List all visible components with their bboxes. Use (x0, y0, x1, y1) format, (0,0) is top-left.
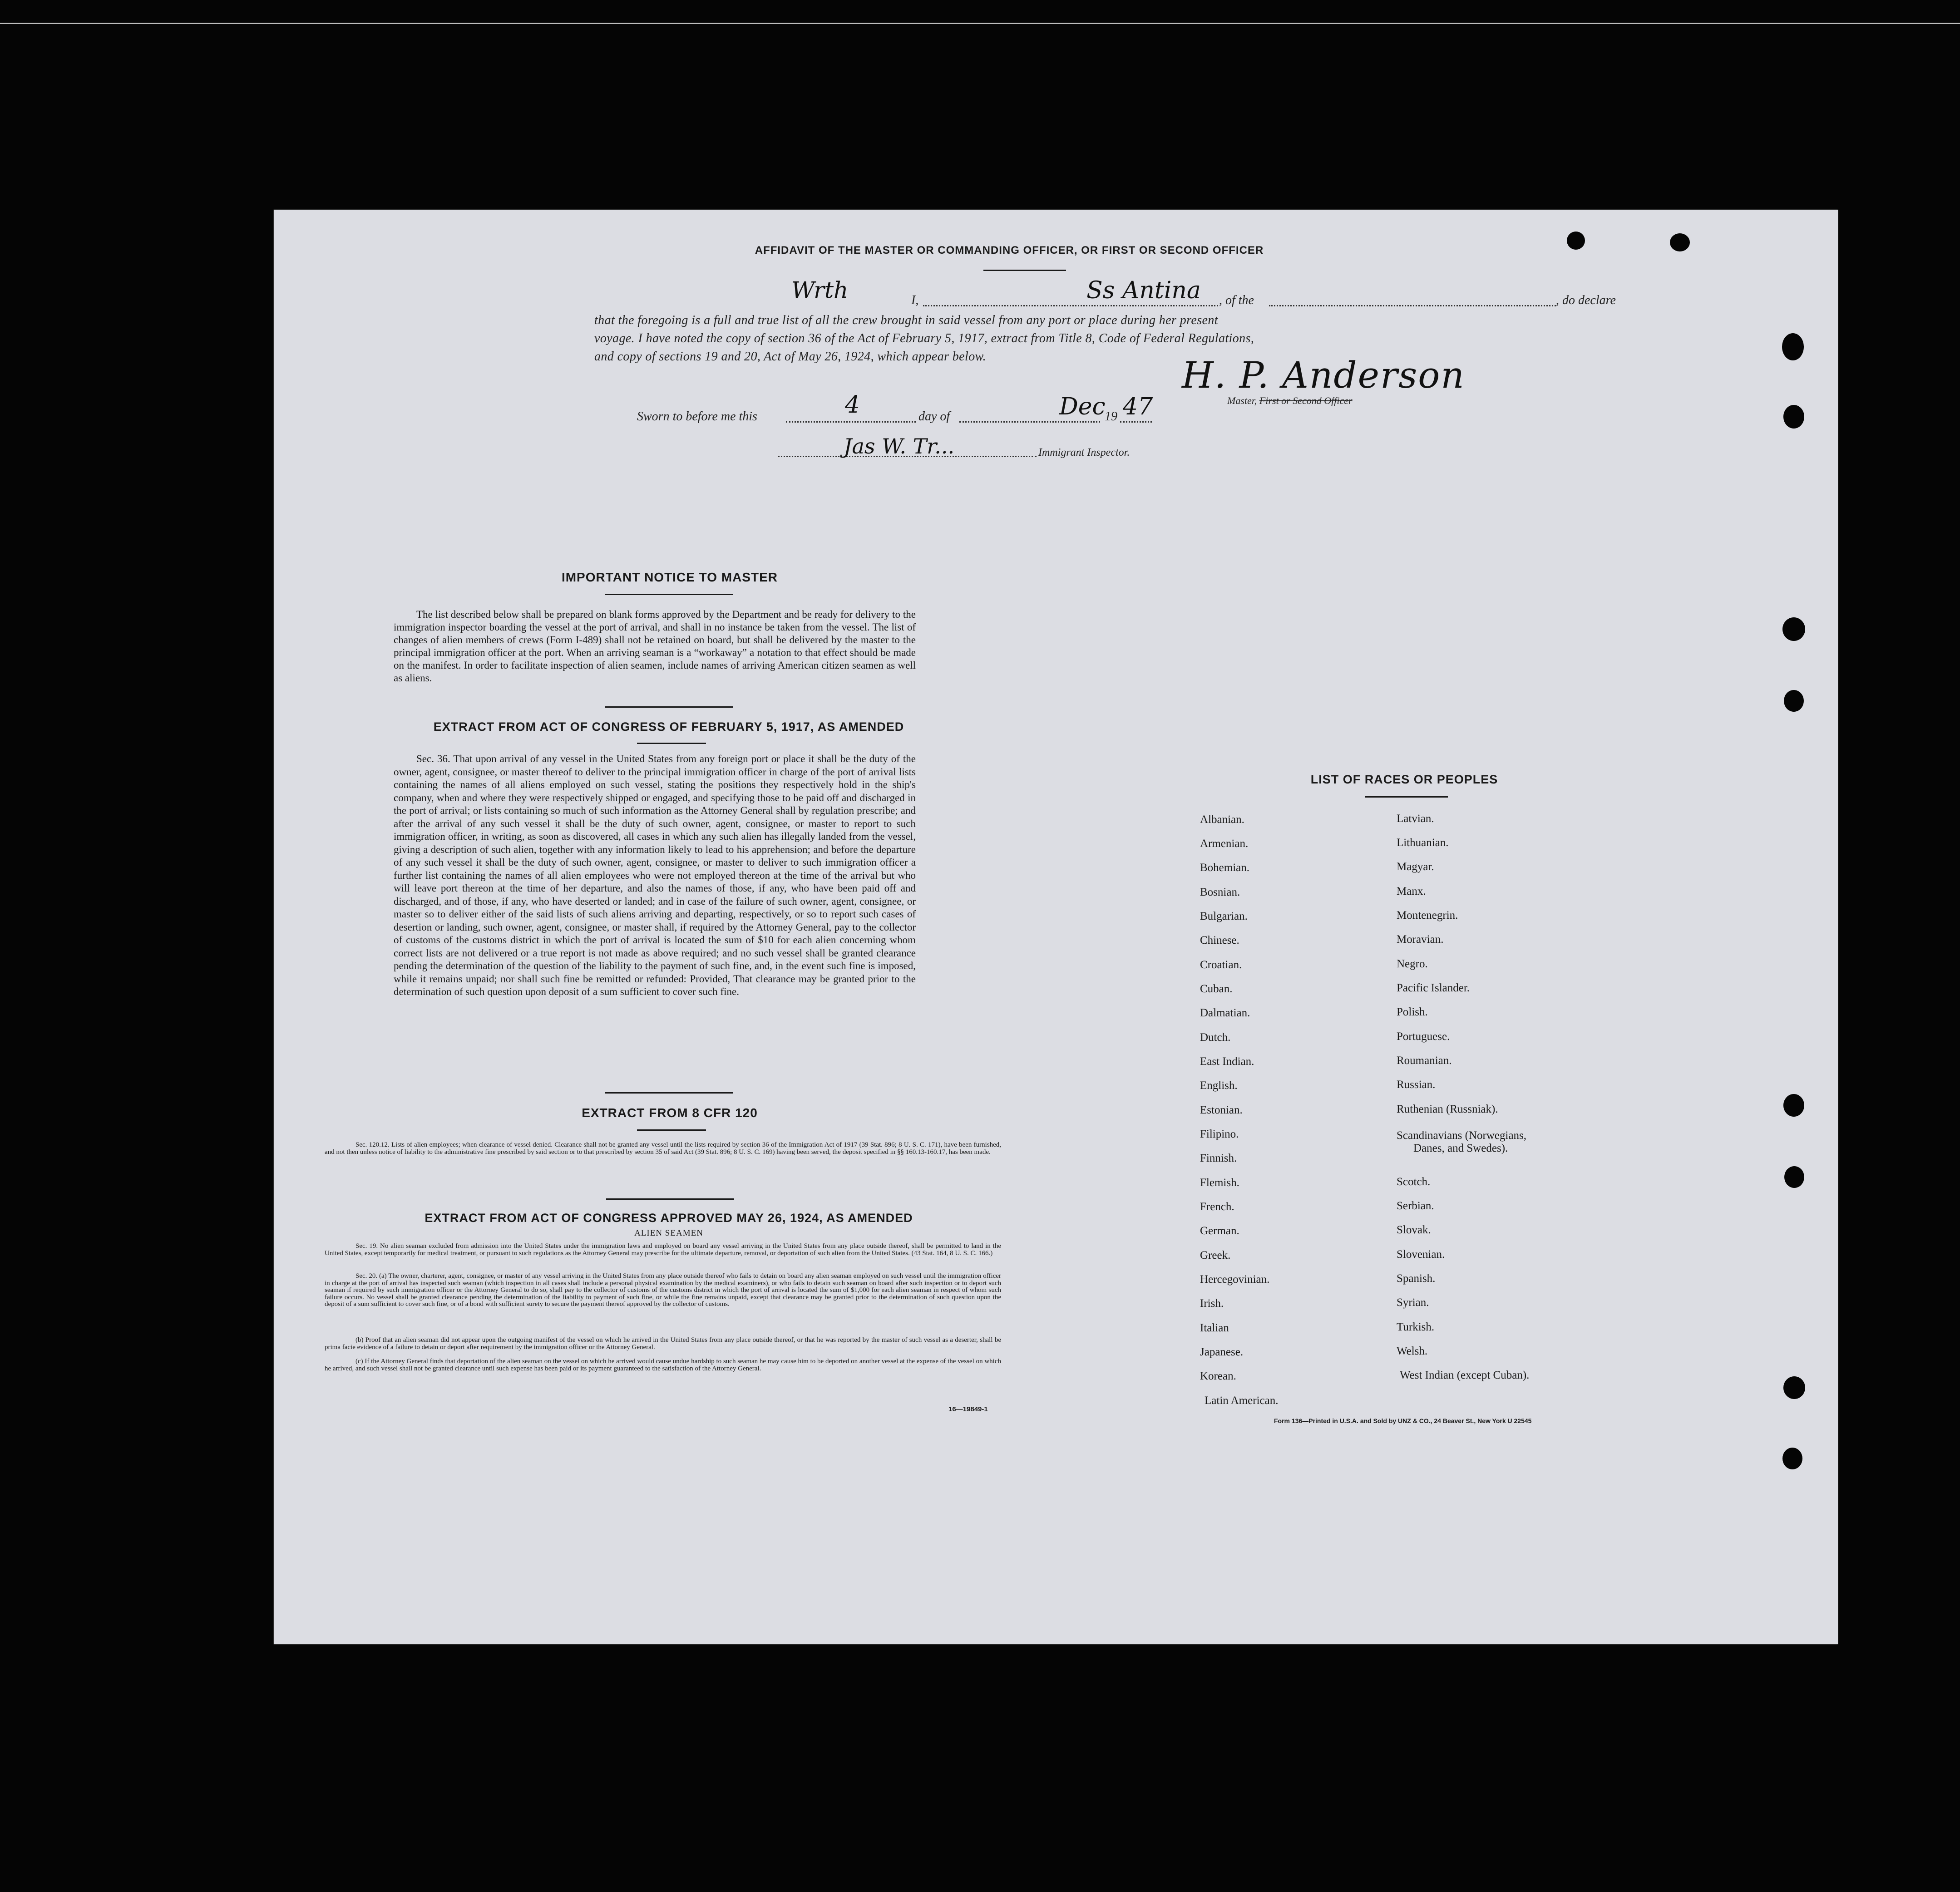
sworn-year-line (1120, 421, 1152, 423)
affidavit-title: AFFIDAVIT OF THE MASTER OR COMMANDING OFFICER, OR FIRST OR SECOND OFFICER (755, 244, 1264, 256)
extract-1924-sec20b: (b) Proof that an alien seaman did not appear upon the outgoing manifest of the vessel on which he arrived in the United States from any place outside thereof, or that he was reported by the master of such vessel as a deserter, shall be prima facie evidence of a failure to detain or deport after requirement by the immigration officer or the Attorney General. (325, 1336, 1001, 1351)
inspector-label: Immigrant Inspector. (1038, 447, 1130, 458)
race-item: Roumanian. (1397, 1054, 1452, 1067)
race-item: Latin American. (1205, 1394, 1279, 1407)
cfr-title: EXTRACT FROM 8 CFR 120 (582, 1106, 758, 1120)
extract-1924-sec19: Sec. 19. No alien seaman excluded from admission into the United States under the immigration laws and employed on board any vessel arriving in the United States from any place outside thereof, shall be permitted to land in the United States, except temporarily for medical treatment, or pursuant to such regulations as the Attorney General may prescribe for the ultimate departure, removal, or deportation of such alien from the United States. (43 Stat. 164, 8 U. S. C. 166.) (325, 1242, 1001, 1257)
extract-1917-end-rule (605, 1092, 733, 1094)
inspector-signature: Jas W. Tr... (844, 434, 955, 458)
race-item: West Indian (except Cuban). (1400, 1369, 1530, 1381)
race-item: Montenegrin. (1397, 909, 1458, 921)
sworn-line (637, 409, 1454, 426)
punch-hole (1782, 1448, 1802, 1469)
race-item: Cuban. (1200, 983, 1233, 995)
master-signature: H. P. Anderson (1182, 354, 1465, 396)
race-item: Welsh. (1397, 1345, 1428, 1357)
race-item: Slovak. (1397, 1224, 1431, 1236)
race-item: Croatian. (1200, 959, 1242, 971)
punch-hole (1782, 333, 1804, 360)
affidavit-do-declare: , do declare (1556, 293, 1616, 307)
race-item: Magyar. (1397, 861, 1434, 873)
extract-1924-sec20a: Sec. 20. (a) The owner, charterer, agent, consignee, or master of any vessel arriving in the United States from any place outside thereof who fails to detain on board any alien seaman employed on such vessel until the immigration officer in charge at the port of arrival has inspected such seaman (which inspection in all cases shall include a personal physical examination by the medical examiners), or who fails to detain such seaman on board after such inspection or to deport such seaman if required by such immigration officer or the Attorney General to do so, shall pay to the collector of customs of the customs district in which the port of arrival is located the sum of $1,000 for each alien seaman in respect of whom such failure occurs. No vessel shall be granted clearance pending the determination of the liability to payment of such fine, or while the fine remains unpaid, except that clearance may be granted prior to the determination of such question upon the deposit of a sum sufficient to cover such fine, or of a bond with sufficient surety to secure the payment thereof approved by the collector of customs. (325, 1272, 1001, 1308)
cfr-end-rule (606, 1198, 734, 1200)
race-item: Flemish. (1200, 1177, 1239, 1189)
notice-title: IMPORTANT NOTICE TO MASTER (561, 570, 778, 584)
race-item: Russian. (1397, 1079, 1436, 1091)
race-item: Syrian. (1397, 1296, 1429, 1309)
race-item: Moravian. (1397, 933, 1444, 946)
race-item: Serbian. (1397, 1200, 1434, 1212)
punch-hole (1783, 405, 1804, 429)
race-item: Scotch. (1397, 1176, 1431, 1188)
race-item: Filipino. (1200, 1128, 1239, 1140)
race-item: Dutch. (1200, 1031, 1231, 1044)
punch-hole (1784, 690, 1804, 712)
punch-hole (1783, 1376, 1805, 1399)
day-of-label: day of (918, 409, 950, 424)
sworn-label: Sworn to before me this (637, 409, 757, 424)
race-item: Armenian. (1200, 838, 1249, 850)
affidavit-line4: and copy of sections 19 and 20, Act of May 26, 1924, which appear below. (594, 350, 986, 364)
scan-top-edge-line (0, 23, 1960, 24)
handwritten-name: Wrth (791, 277, 849, 303)
affidavit-of-the: , of the (1219, 293, 1254, 307)
name-field-line (923, 305, 1218, 306)
extract-1917-rule (637, 743, 706, 744)
race-item-continuation: Danes, and Swedes). (1413, 1142, 1508, 1154)
notice-body: The list described below shall be prepared on blank forms approved by the Department and be ready for delivery to the immigration inspector boarding the vessel at the port of arrival, and shall in no instance be taken from the vessel. The list of changes of alien members of crews (Form I-489) shall not be retained on board, but shall be delivered by the master to the principal immigration officer at the port. When an arriving seaman is a “workaway” a notation to that effect should be made on the manifest. In order to facilitate inspection of alien seamen, include names of arriving American citizen seamen as well as aliens. (394, 609, 916, 684)
race-item: Portuguese. (1397, 1030, 1450, 1043)
affidavit-title-rule (983, 270, 1066, 271)
handwritten-month: Dec (1059, 393, 1106, 420)
document-page (274, 210, 1838, 1644)
race-item: English. (1200, 1079, 1238, 1092)
race-item: Scandinavians (Norwegians, (1397, 1129, 1527, 1142)
struck-officer-label: First or Second Officer (1259, 395, 1353, 406)
handwritten-vessel: Ss Antina (1086, 277, 1201, 304)
cfr-body: Sec. 120.12. Lists of alien employees; when clearance of vessel denied. Clearance shall not be granted any vessel until the lists required by section 36 of the Immigration Act of 1917 (39 Stat. 896; 8 U. S. C. 171), have been furnished, and not then unless notice of liability to the administrative fine prescribed by said section or to that prescribed by section 35 of said Act (39 Stat. 896; 8 U. S. C. 169) having been served, the deposit specified in §§ 160.13-160.17, has been made. (325, 1141, 1001, 1156)
master-label-line (1227, 395, 1353, 407)
extract-1924-subtitle: ALIEN SEAMEN (634, 1228, 703, 1238)
race-item: Irish. (1200, 1297, 1224, 1310)
race-item: Bohemian. (1200, 862, 1250, 874)
race-item: Japanese. (1200, 1346, 1244, 1358)
race-item: Albanian. (1200, 813, 1244, 826)
race-item: Greek. (1200, 1249, 1231, 1261)
vessel-field-line (1269, 305, 1556, 306)
extract-1924-title: EXTRACT FROM ACT OF CONGRESS APPROVED MAY 26, 1924, AS AMENDED (425, 1211, 913, 1225)
sworn-month-line (959, 421, 1100, 423)
affidavit-i-label: I, (911, 293, 919, 307)
race-item: German. (1200, 1225, 1239, 1237)
sworn-day-line (786, 421, 916, 423)
master-label: Master, (1227, 395, 1257, 406)
form-footer: Form 136—Printed in U.S.A. and Sold by UNZ & CO., 24 Beaver St., New York U 22545 (1274, 1417, 1532, 1424)
race-item: Ruthenian (Russniak). (1397, 1103, 1498, 1115)
race-item: Polish. (1397, 1006, 1428, 1018)
notice-end-rule (605, 706, 733, 708)
extract-1917-title: EXTRACT FROM ACT OF CONGRESS OF FEBRUARY 5, 1917, AS AMENDED (433, 720, 904, 734)
race-item: Italian (1200, 1322, 1229, 1334)
race-item: Hercegovinian. (1200, 1273, 1270, 1286)
extract-1917-body: Sec. 36. That upon arrival of any vessel in the United States from any foreign port or place it shall be the duty of the owner, agent, consignee, or master thereof to deliver to the principal immigration officer in charge of the port of arrival lists containing the names of all aliens employed on such vessel, stating the positions they respectively hold in the ship's company, when and where they were respectively shipped or engaged, and specifying those to be paid off and discharged in the port of arrival; or lists containing so much of such information as the Attorney General shall by regulation prescribe; and after the arrival of any such vessel it shall be the duty of such owner, agent, consignee, or master to report to such immigration officer, in writing, as soon as discovered, all cases in which any such alien has illegally landed from the vessel, giving a description of such alien, together with any information likely to lead to his apprehension; and before the departure of any such vessel it shall be the duty of such owner, agent, consignee, or master to deliver to such immigration officer a further list containing the names of all alien employees who were not employed thereon at the time of the arrival but who will leave port thereon at the time of her departure, and also the names of those, if any, who have been paid off and discharged, and of those, if any, who have deserted or landed; and in case of the failure of such owner, agent, consignee, or master so to deliver either of the said lists of such aliens arriving and departing, respectively, or so to report such cases of desertion or landing, such owner, agent, consignee, or master shall, if required by the Attorney General, pay to the collector of customs of the customs district in which the port of arrival is located the sum of $10 for each alien concerning whom correct lists are not delivered or a true report is not made as above required; and no such vessel shall be granted clearance pending the determination of the question of the liability to the payment of such fine, and, in the event such fine is imposed, while it remains unpaid; nor shall such fine be remitted or refunded: Provided, That clearance may be granted prior to the determination of such question upon deposit of a sum sufficient to cover such fine. (394, 753, 916, 997)
handwritten-year: 47 (1123, 393, 1153, 420)
punch-hole (1784, 1166, 1804, 1188)
affidavit-line3: voyage. I have noted the copy of section 36 of the Act of February 5, 1917, extract from Title 8, Code of Federal Regulations, (594, 331, 1254, 345)
race-item: Slovenian. (1397, 1248, 1445, 1261)
races-title-rule (1365, 796, 1448, 798)
race-item: Latvian. (1397, 813, 1434, 825)
cfr-rule (637, 1129, 706, 1131)
year-prefix: 19 (1105, 409, 1117, 424)
affidavit-line2: that the foregoing is a full and true list of all the crew brought in said vessel from any port or place during her present (594, 313, 1218, 327)
notice-title-rule (605, 594, 733, 595)
extract-1924-sec20c: (c) If the Attorney General finds that deportation of the alien seaman on the vessel on which he arrived would cause undue hardship to such seaman he may cause him to be deported on another vessel at the expense of the vessel on which he arrived, and such vessel shall not be granted clearance until such expense has been paid or its payment guaranteed to the satisfaction of the Attorney General. (325, 1358, 1001, 1372)
race-item: Finnish. (1200, 1152, 1237, 1164)
race-item: Bosnian. (1200, 886, 1240, 898)
races-title: LIST OF RACES OR PEOPLES (1310, 773, 1498, 786)
race-item: Manx. (1397, 885, 1426, 897)
race-item: Negro. (1397, 958, 1428, 970)
race-item: Dalmatian. (1200, 1007, 1250, 1019)
race-item: Pacific Islander. (1397, 982, 1470, 994)
extract-1924-form-number: 16—19849-1 (948, 1405, 988, 1413)
race-item: Estonian. (1200, 1104, 1243, 1116)
race-item: French. (1200, 1201, 1234, 1213)
race-item: Korean. (1200, 1370, 1236, 1382)
race-item: Turkish. (1397, 1321, 1435, 1333)
race-item: Bulgarian. (1200, 910, 1248, 922)
punch-hole (1782, 617, 1805, 641)
race-item: Chinese. (1200, 934, 1239, 946)
handwritten-day: 4 (845, 391, 860, 419)
race-item: East Indian. (1200, 1055, 1254, 1068)
race-item: Spanish. (1397, 1272, 1436, 1285)
punch-hole (1783, 1094, 1804, 1117)
race-item: Lithuanian. (1397, 837, 1449, 849)
